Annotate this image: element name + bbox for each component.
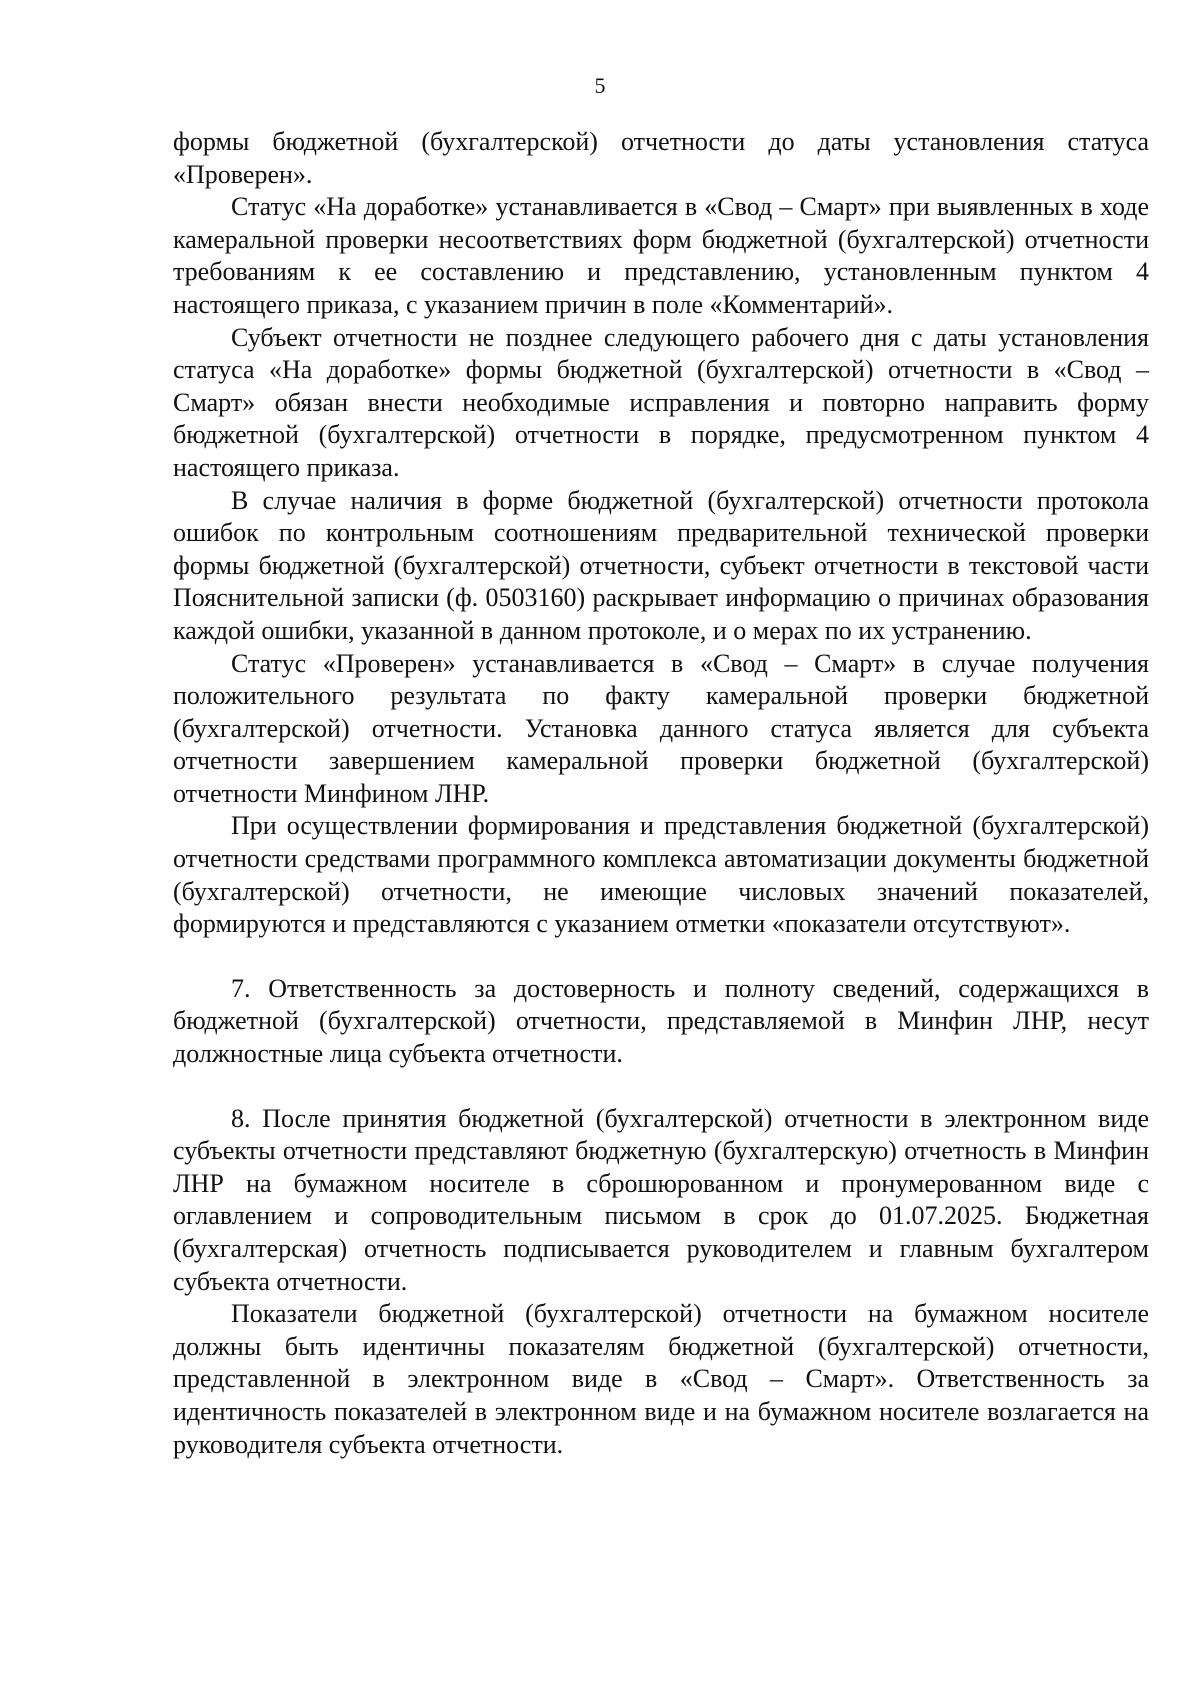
- paragraph-error-protocol: В случае наличия в форме бюджетной (бухгалтерской) отчетности протокола ошибок по контрольным соотношениям предварительной технической проверки формы бюджетной (бухгалтерской) отчетности, субъект отчетности в текстовой части Пояснительной записки (ф. 0503160) раскрывает информацию о причинах образования каждой ошибки, указанной в данном протоколе, и о мерах по их устранению.: [173, 485, 1149, 645]
- paragraph-item-7: 7. Ответственность за достоверность и полноту сведений, содержащихся в бюджетной (бухгалтерской) отчетности, представляемой в Минфин ЛНР, несут должностные лица субъекта отчетности.: [173, 973, 1149, 1069]
- paragraph-continuation: формы бюджетной (бухгалтерской) отчетности до даты установления статуса «Проверен».: [173, 127, 1149, 189]
- paragraph-subject-corrections: Субъект отчетности не позднее следующего рабочего дня с даты установления статуса «На доработке» формы бюджетной (бухгалтерской) отчетности в «Свод – Смарт» обязан внести необходимые исправления и повторно направить форму бюджетной (бухгалтерской) отчетности в порядке, предусмотренном пунктом 4 настоящего приказа.: [173, 322, 1149, 482]
- page-number: 5: [594, 73, 606, 98]
- paragraph-no-values: При осуществлении формирования и представления бюджетной (бухгалтерской) отчетности средствами программного комплекса автоматизации документы бюджетной (бухгалтерской) отчетности, не имеющие числовых значений показателей, формируются и представляются с указанием отметки «показатели отсутствуют».: [173, 811, 1149, 939]
- document-body: [173, 126, 1149, 1461]
- paragraph-status-proveren: Статус «Проверен» устанавливается в «Свод – Смарт» в случае получения положительного результата по факту камеральной проверки бюджетной (бухгалтерской) отчетности. Установка данного статуса является для субъекта отчетности завершением камеральной проверки бюджетной (бухгалтерской) отчетности Минфином ЛНР.: [173, 648, 1149, 808]
- paragraph-item-8: 8. После принятия бюджетной (бухгалтерской) отчетности в электронном виде субъекты отчетности представляют бюджетную (бухгалтерскую) отчетность в Минфин ЛНР на бумажном носителе в сброшюрованном и пронумерованном виде с оглавлением и сопроводительным письмом в срок до 01.07.2025. Бюджетная (бухгалтерская) отчетность подписывается руководителем и главным бухгалтером субъекта отчетности.: [173, 1103, 1149, 1296]
- paragraph-status-na-dorabotke: Статус «На доработке» устанавливается в «Свод – Смарт» при выявленных в ходе камеральной проверки несоответствиях форм бюджетной (бухгалтерской) отчетности требованиям к ее составлению и представлению, установленным пунктом 4 настоящего приказа, с указанием причин в поле «Комментарий».: [173, 192, 1149, 319]
- paragraph-paper-identity: Показатели бюджетной (бухгалтерской) отчетности на бумажном носителе должны быть идентичны показателям бюджетной (бухгалтерской) отчетности, представленной в электронном виде в «Свод – Смарт». Ответственность за идентичность показателей в электронном виде и на бумажном носителе возлагается на руководителя субъекта отчетности.: [173, 1299, 1149, 1459]
